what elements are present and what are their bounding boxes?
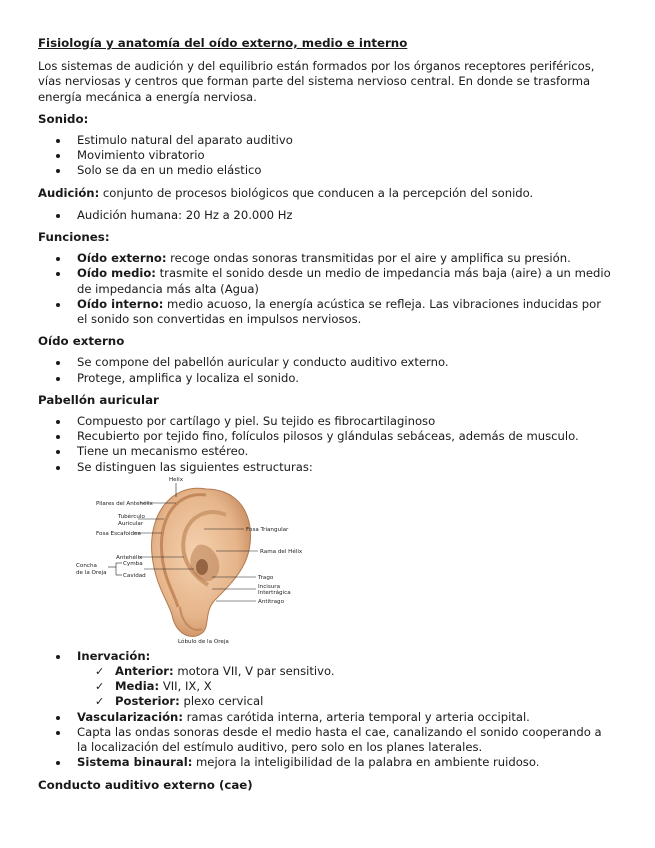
label-antehelix: Antehélix bbox=[116, 554, 143, 561]
inervacion-sub-text: plexo cervical bbox=[179, 694, 264, 709]
pabellon-list bbox=[38, 414, 615, 475]
list-item bbox=[77, 251, 615, 266]
inervacion-sublist bbox=[77, 664, 615, 710]
vasc-text: ramas carótida interna, arteria temporal y arteria occipital. bbox=[182, 709, 530, 724]
inervacion-sub-text: motora VII, V par sensitivo. bbox=[173, 664, 335, 679]
list-item bbox=[77, 755, 615, 770]
label-auricular: Auricular bbox=[118, 520, 144, 527]
audicion-list bbox=[38, 208, 615, 223]
binaural-term: Sistema binaural: bbox=[77, 755, 193, 770]
oido-externo-heading: Oído externo bbox=[38, 334, 125, 349]
sublist-item bbox=[115, 679, 615, 694]
list-item: Compuesto por cartílago y piel. Su tejido es fibrocartilaginoso bbox=[77, 414, 615, 429]
oido-externo-list bbox=[38, 355, 615, 385]
pabellon-details-list bbox=[38, 649, 615, 771]
audicion-term: Audición: bbox=[38, 185, 100, 200]
list-item: Se distinguen las siguientes estructuras: bbox=[77, 460, 615, 475]
label-cavidad: Cavidad bbox=[123, 572, 146, 579]
label-rama-helix: Rama del Hélix bbox=[260, 548, 303, 555]
list-item bbox=[77, 649, 615, 710]
label-helix: Helix bbox=[168, 476, 184, 483]
list-item: Audición humana: 20 Hz a 20.000 Hz bbox=[77, 208, 615, 223]
label-intertragica: Intertrágica bbox=[258, 589, 291, 596]
label-fosa-triangular: Fosa Triangular bbox=[246, 526, 289, 533]
sonido-heading: Sonido: bbox=[38, 111, 89, 126]
label-tuberculo: Tubérculo bbox=[118, 513, 145, 520]
list-item: Recubierto por tejido fino, folículos pilosos y glándulas sebáceas, además de musculo. bbox=[77, 429, 615, 444]
funcion-term: Oído medio: bbox=[77, 266, 156, 281]
inervacion-sub-term: Anterior: bbox=[115, 664, 174, 679]
inervacion-term: Inervación: bbox=[77, 648, 151, 663]
funciones-heading: Funciones: bbox=[38, 230, 110, 245]
label-trago: Trago bbox=[258, 574, 274, 581]
funcion-term: Oído externo: bbox=[77, 251, 167, 266]
label-cymba: Cymba bbox=[123, 560, 143, 567]
list-item: Estimulo natural del aparato auditivo bbox=[77, 133, 615, 148]
funcion-text: trasmite el sonido desde un medio de impedancia más baja (aire) a un medio de impedancia más alta (Agua) bbox=[77, 266, 611, 296]
cae-heading: Conducto auditivo externo (cae) bbox=[38, 777, 253, 792]
audicion-paragraph bbox=[38, 186, 615, 201]
label-antitrago: Antitrago bbox=[258, 598, 285, 605]
list-item: Se compone del pabellón auricular y conducto auditivo externo. bbox=[77, 355, 615, 370]
funcion-text: recoge ondas sonoras transmitidas por el aire y amplifica su presión. bbox=[166, 251, 571, 266]
audicion-text: conjunto de procesos biológicos que conducen a la percepción del sonido. bbox=[99, 185, 534, 200]
funciones-list bbox=[38, 251, 615, 327]
sublist-item bbox=[115, 664, 615, 679]
label-de-la-oreja: de la Oreja bbox=[76, 569, 107, 576]
vasc-term: Vascularización: bbox=[77, 709, 183, 724]
funcion-text: medio acuoso, la energía acústica se refleja. Las vibraciones inducidas por el sonido son convertidas en impulsos nerviosos. bbox=[77, 296, 602, 327]
label-pilares: Pilares del Antehélix bbox=[96, 500, 153, 507]
list-item bbox=[77, 297, 615, 327]
ear-illustration bbox=[76, 475, 306, 647]
list-item bbox=[77, 710, 615, 725]
list-item bbox=[77, 266, 615, 296]
binaural-text: mejora la inteligibilidad de la palabra en ambiente ruidoso. bbox=[192, 755, 540, 770]
list-item: Capta las ondas sonoras desde el medio hasta el cae, canalizando el sonido cooperando a la localización del estímulo auditivo, pero solo en los planes laterales. bbox=[77, 725, 615, 755]
sonido-list bbox=[38, 133, 615, 179]
intro-paragraph: Los sistemas de audición y del equilibrio están formados por los órganos receptores periféricos, vías nerviosas y centros que forman parte del sistema nervioso central. En donde se trasforma energía mecánica a energía nerviosa. bbox=[38, 59, 595, 104]
label-fosa-escafoidea: Fosa Escafoidea bbox=[96, 530, 141, 537]
list-item: Solo se da en un medio elástico bbox=[77, 163, 615, 178]
inervacion-sub-term: Posterior: bbox=[115, 694, 180, 709]
list-item: Tiene un mecanismo estéreo. bbox=[77, 444, 615, 459]
list-item: Movimiento vibratorio bbox=[77, 148, 615, 163]
page-title: Fisiología y anatomía del oído externo, medio e interno bbox=[38, 36, 408, 50]
label-lobulo: Lóbulo de la Oreja bbox=[178, 638, 229, 645]
funcion-term: Oído interno: bbox=[77, 296, 164, 311]
inervacion-sub-term: Media: bbox=[115, 679, 160, 694]
pabellon-heading: Pabellón auricular bbox=[38, 392, 159, 407]
ear-anatomy-figure bbox=[76, 475, 306, 647]
list-item: Protege, amplifica y localiza el sonido. bbox=[77, 371, 615, 386]
label-incisura: Incisura bbox=[258, 583, 281, 590]
inervacion-sub-text: VII, IX, X bbox=[159, 679, 212, 694]
label-concha: Concha bbox=[76, 562, 97, 569]
sublist-item bbox=[115, 694, 615, 709]
